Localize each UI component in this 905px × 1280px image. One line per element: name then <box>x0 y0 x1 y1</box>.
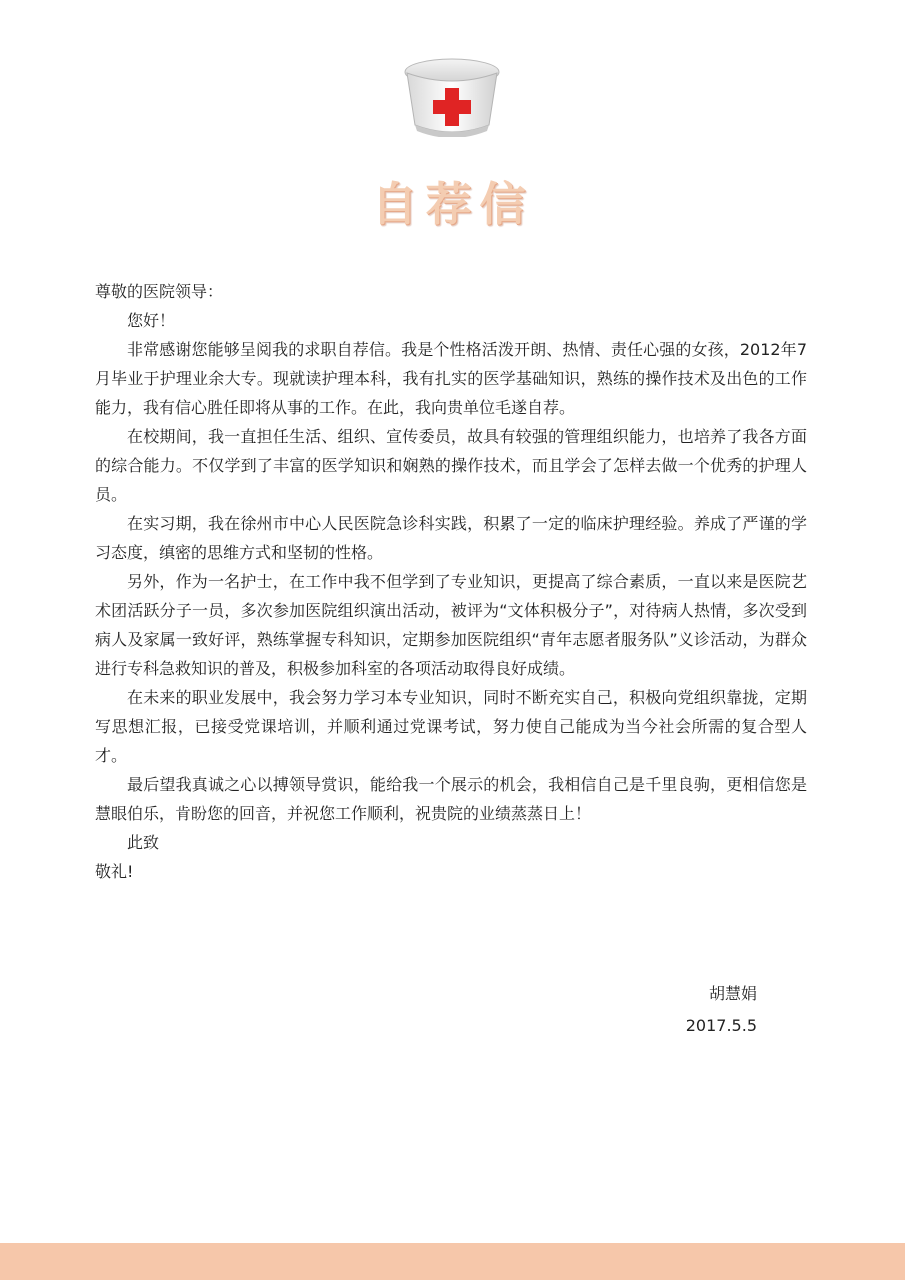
footer-band <box>0 1243 905 1280</box>
paragraph-5: 在未来的职业发展中，我会努力学习本专业知识，同时不断充实自己，积极向党组织靠拢，定期写思想汇报，已接受党课培训，并顺利通过党课考试，努力使自己能成为当今社会所需的复合型人才。 <box>95 688 807 765</box>
paragraph-3: 在实习期，我在徐州市中心人民医院急诊科实践，积累了一定的临床护理经验。养成了严谨的学习态度，缜密的思维方式和坚韧的性格。 <box>95 514 807 562</box>
regards: 敬礼! <box>95 862 134 881</box>
paragraph-6: 最后望我真诚之心以搏领导赏识，能给我一个展示的机会，我相信自己是千里良驹，更相信您是慧眼伯乐，肯盼您的回音，并祝您工作顺利，祝贵院的业绩蒸蒸日上！ <box>95 775 807 823</box>
paragraph-1: 非常感谢您能够呈阅我的求职自荐信。我是个性格活泼开朗、热情、责任心强的女孩，2012年7月毕业于护理业余大专。现就读护理本科，我有扎实的医学基础知识，熟练的操作技术及出色的工作能力，我有信心胜任即将从事的工作。在此，我向贵单位毛遂自荐。 <box>95 340 807 417</box>
signature-name: 胡慧娟 <box>708 984 757 1003</box>
closing: 此致 <box>127 833 160 852</box>
salutation: 尊敬的医院领导： <box>95 282 224 301</box>
letter-body <box>95 277 807 886</box>
paragraph-2: 在校期间，我一直担任生活、组织、宣传委员，故具有较强的管理组织能力，也培养了我各方面的综合能力。不仅学到了丰富的医学知识和娴熟的操作技术，而且学会了怎样去做一个优秀的护理人员。 <box>95 427 807 504</box>
page-title: 自荐信 <box>371 177 534 231</box>
paragraph-4: 另外，作为一名护士，在工作中我不但学到了专业知识，更提高了综合素质，一直以来是医院艺术团活跃分子一员，多次参加医院组织演出活动，被评为“文体积极分子”，对待病人热情，多次受到病人及家属一致好评，熟练掌握专科知识，定期参加医院组织“青年志愿者服务队”义诊活动，为群众进行专科急救知识的普及，积极参加科室的各项活动取得良好成绩。 <box>95 572 807 678</box>
signature-date: 2017.5.5 <box>685 1016 757 1035</box>
greeting: 您好！ <box>127 311 176 330</box>
nurse-cap-icon <box>401 55 503 137</box>
